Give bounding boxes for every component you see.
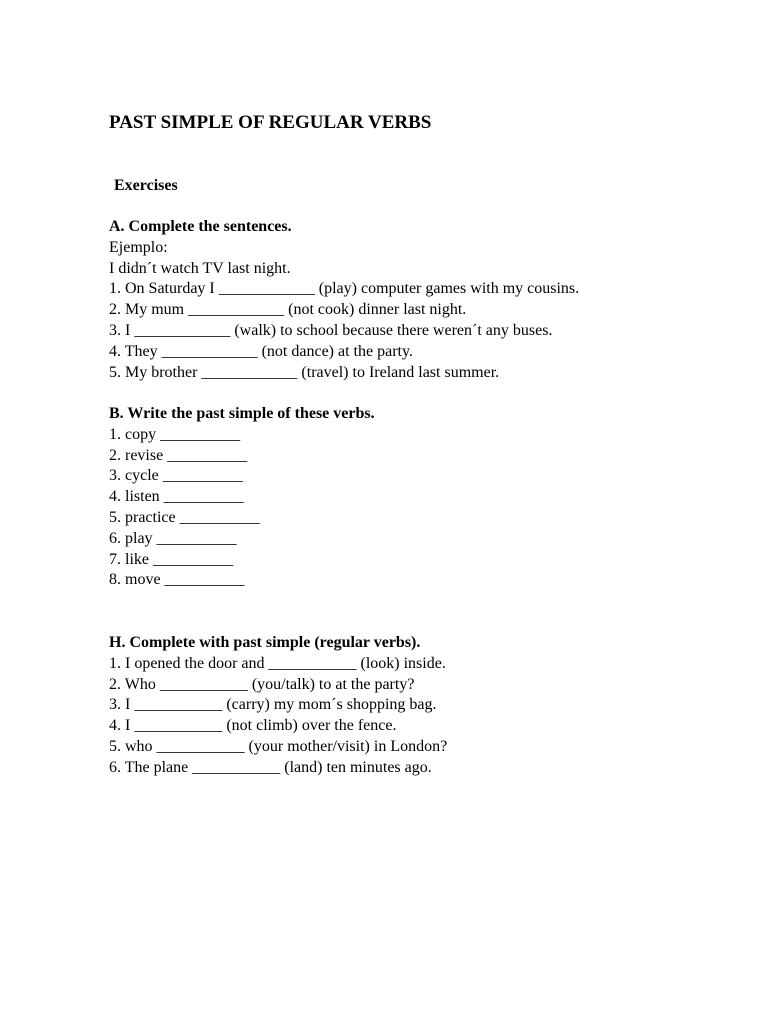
section-a-heading: A. Complete the sentences.: [109, 218, 292, 235]
verb-item: 7. like __________: [109, 550, 233, 568]
verb-item: 5. practice __________: [109, 508, 260, 526]
exercise-item: 2. My mum ____________ (not cook) dinner last night.: [109, 301, 467, 319]
section-h: [109, 633, 447, 779]
exercise-item: 2. Who ___________ (you/talk) to at the party?: [109, 675, 415, 693]
exercise-item: 1. On Saturday I ____________ (play) computer games with my cousins.: [109, 280, 580, 298]
exercise-item: 4. They ____________ (not dance) at the party.: [109, 342, 413, 360]
section-b-heading: B. Write the past simple of these verbs.: [109, 405, 375, 422]
section-a: [109, 217, 579, 383]
exercises-label: Exercises: [114, 177, 178, 194]
example-label: Ejemplo:: [109, 238, 168, 256]
section-h-heading: H. Complete with past simple (regular verbs).: [109, 634, 421, 651]
verb-item: 6. play __________: [109, 529, 237, 547]
exercise-item: 4. I ___________ (not climb) over the fence.: [109, 717, 397, 735]
exercise-item: 1. I opened the door and ___________ (look) inside.: [109, 654, 446, 672]
verb-item: 4. listen __________: [109, 488, 244, 506]
exercise-item: 3. I ____________ (walk) to school because there weren´t any buses.: [109, 321, 553, 339]
verb-item: 3. cycle __________: [109, 467, 243, 485]
exercise-item: 3. I ___________ (carry) my mom´s shopping bag.: [109, 696, 437, 714]
verb-item: 8. move __________: [109, 571, 245, 589]
exercise-item: 6. The plane ___________ (land) ten minutes ago.: [109, 758, 432, 776]
example-sentence: I didn´t watch TV last night.: [109, 259, 291, 277]
verb-item: 2. revise __________: [109, 446, 248, 464]
verb-item: 1. copy __________: [109, 425, 241, 443]
exercise-item: 5. who ___________ (your mother/visit) in London?: [109, 737, 448, 755]
exercise-item: 5. My brother ____________ (travel) to Ireland last summer.: [109, 363, 500, 381]
page-title: PAST SIMPLE OF REGULAR VERBS: [109, 112, 432, 133]
section-b: [109, 404, 375, 591]
